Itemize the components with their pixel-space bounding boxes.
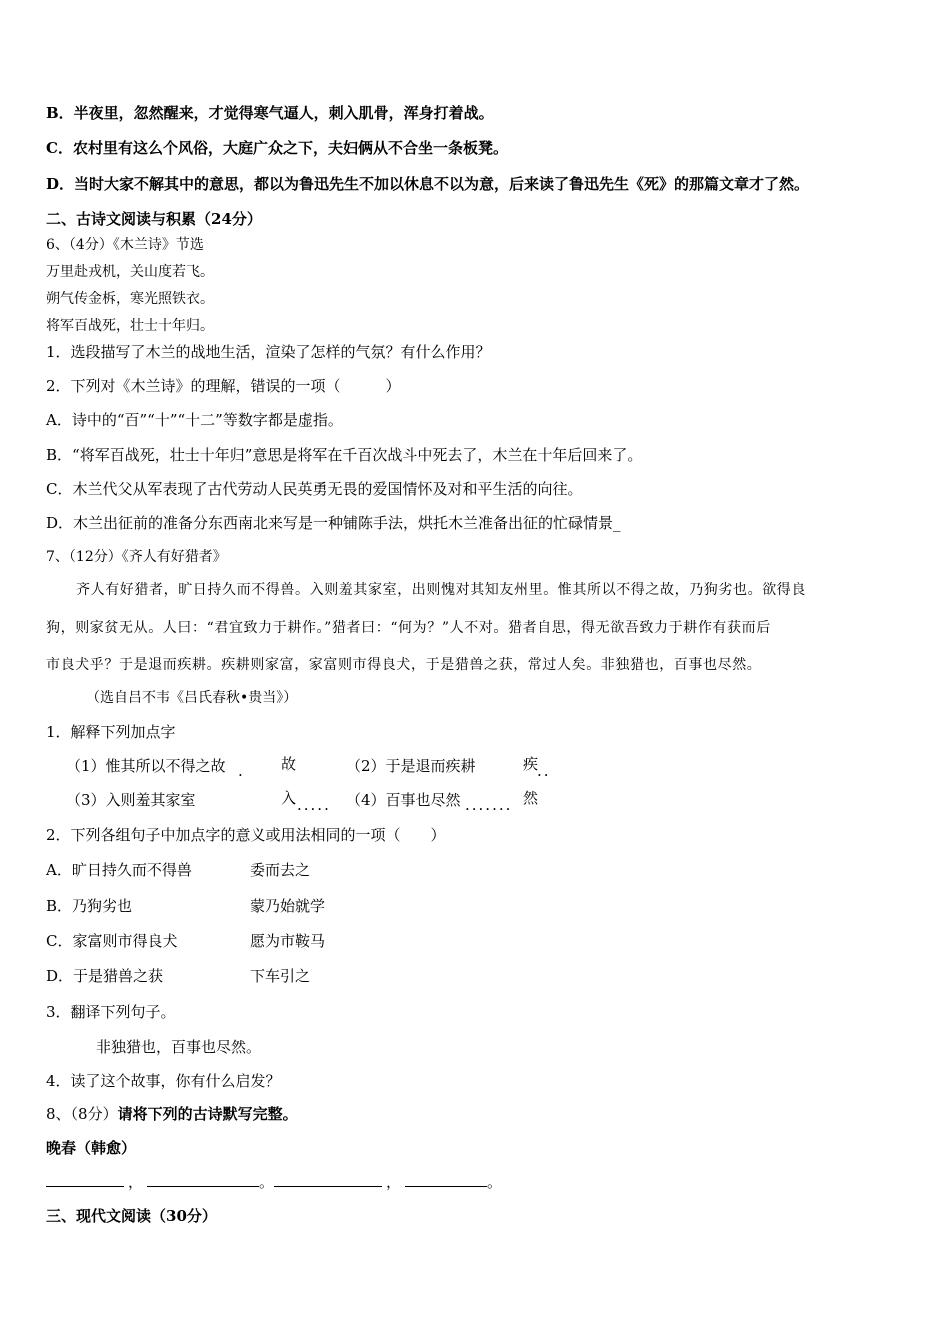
q6-option-c: C．木兰代父从军表现了古代劳动人民英勇无畏的爱国情怀及对和平生活的向往。: [46, 480, 583, 498]
passage-source: （选自吕不韦《吕氏春秋•贵当》）: [86, 690, 298, 706]
pair-a-right: 委而去之: [250, 861, 311, 879]
item-4-text: （4）百事也尽然: [346, 791, 461, 809]
poem-line-3: 将军百战死，壮士十年归。: [46, 318, 214, 334]
emphasis-dot: .: [238, 762, 245, 780]
poem-line-2: 朔气传金柝，寒光照铁衣。: [46, 291, 214, 307]
q6-sub-2: 2．下列对《木兰诗》的理解，错误的一项（ ）: [46, 377, 401, 395]
option-d-q5: D．当时大家不解其中的意思，都以为鲁迅先生不加以休息不以为意，后来读了鲁迅先生《死》的那篇文章才了然。: [46, 175, 810, 193]
q6-option-b: B．“将军百战死，壮士十年归”意思是将军在千百次战斗中死去了，木兰在十年后回来了。: [46, 446, 643, 464]
q8-prompt: 请将下列的古诗默写完整。: [117, 1105, 298, 1123]
blank-separator: 。: [259, 1173, 275, 1191]
q7-sub-1: 1．解释下列加点字: [46, 723, 176, 741]
pair-c-left: C．家富则市得良犬: [46, 932, 178, 950]
blank-separator: 。: [487, 1173, 503, 1191]
emphasis-dots: .....: [297, 796, 331, 814]
item-4-char: 然: [523, 789, 539, 807]
option-c-q5: C．农村里有这么个风俗，大庭广众之下，夫妇俩从不合坐一条板凳。: [46, 139, 508, 157]
pair-c-right: 愿为市鞍马: [250, 932, 326, 950]
q7-sub-2: 2．下列各组句子中加点字的意义或用法相同的一项（ ）: [46, 826, 446, 844]
q7-sub-4: 4．读了这个故事，你有什么启发？: [46, 1072, 281, 1090]
q7-sub-3-sentence: 非独猎也，百事也尽然。: [96, 1038, 262, 1056]
passage-line-3: 市良犬乎？于是退而疾耕。疾耕则家富，家富则市得良犬，于是猎兽之获，常过人矣。非独猎也，百事也尽然。: [46, 657, 762, 673]
emphasis-dots: .......: [465, 796, 513, 814]
q6-title: 6、（4分）《木兰诗》节选: [46, 237, 204, 253]
pair-d-left: D．于是猎兽之获: [46, 967, 164, 985]
item-1-text: （1）惟其所以不得之故: [66, 757, 226, 775]
pair-a-left: A．旷日持久而不得兽: [46, 861, 192, 879]
q8-number: 8、（8分）: [46, 1105, 118, 1123]
q8-line: [46, 1104, 298, 1124]
emphasis-dots: ..: [537, 762, 551, 780]
q7-title: 7、（12分）《齐人有好猎者》: [46, 549, 227, 565]
poem-line-1: 万里赴戎机，关山度若飞。: [46, 264, 214, 280]
poem-title: 晚春（韩愈）: [46, 1139, 137, 1157]
item-2-text: （2）于是退而疾耕: [346, 757, 476, 775]
answer-blank-4[interactable]: [405, 1172, 487, 1187]
q7-sub-3: 3．翻译下列句子。: [46, 1003, 176, 1021]
q6-sub-1: 1．选段描写了木兰的战地生活，渲染了怎样的气氛？有什么作用？: [46, 343, 491, 361]
answer-blank-2[interactable]: [147, 1172, 259, 1187]
fill-blank-line: [46, 1172, 502, 1192]
passage-line-2: 狗，则家贫无从。人曰：“君宜致力于耕作。”猎者曰：“何为？”人不对。猎者自思，得无欲吾致力于耕作有获而后: [46, 620, 771, 636]
answer-blank-1[interactable]: [46, 1172, 124, 1187]
pair-d-right: 下车引之: [250, 967, 311, 985]
passage-line-1: 齐人有好猎者，旷日持久而不得兽。入则羞其家室，出则愧对其知友州里。惟其所以不得之故，乃狗劣也。欲得良: [76, 582, 806, 598]
item-3-char: 入: [281, 789, 297, 807]
item-2-char: 疾: [523, 755, 539, 773]
section-2-heading: 二、古诗文阅读与积累（24分）: [46, 210, 262, 228]
option-b-q5: B．半夜里，忽然醒来，才觉得寒气逼人，刺入肌骨，浑身打着战。: [46, 104, 494, 122]
q6-option-d: D．木兰出征前的准备分东西南北来写是一种铺陈手法，烘托木兰准备出征的忙碌情景_: [46, 514, 621, 532]
answer-blank-3[interactable]: [274, 1172, 382, 1187]
section-3-heading: 三、现代文阅读（30分）: [46, 1207, 217, 1225]
item-3-text: （3）入则羞其家室: [66, 791, 196, 809]
q6-option-a: A．诗中的“百”“十”“十二”等数字都是虚指。: [46, 411, 343, 429]
pair-b-right: 蒙乃始就学: [250, 897, 326, 915]
item-1-char: 故: [281, 755, 297, 773]
blank-separator: ，: [386, 1173, 402, 1191]
pair-b-left: B．乃狗劣也: [46, 897, 133, 915]
blank-separator: ，: [128, 1173, 144, 1191]
